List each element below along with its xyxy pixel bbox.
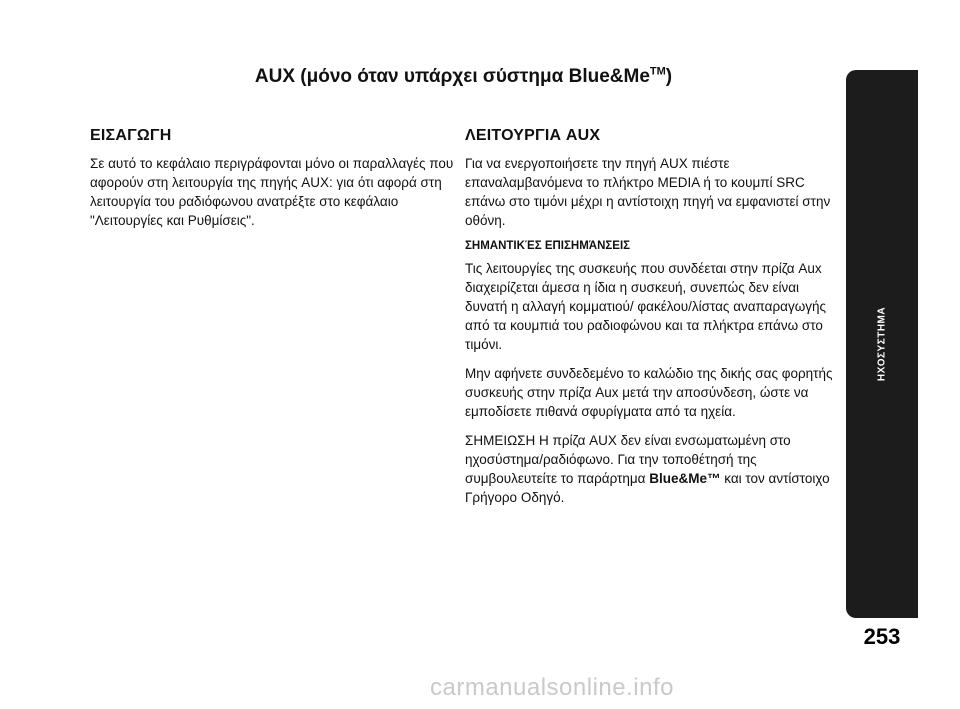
left-column — [90, 127, 460, 240]
note-text-bold: Blue&Me™ — [649, 471, 721, 486]
important-notes-paragraph: Τις λειτουργίες της συσκευής που συνδέεται στην πρίζα Aux διαχειρίζεται άμεσα η ίδια η συσκευή, συνεπώς δεν είναι δυνατή η αλλαγή κομματιού/ φακέλου/λίστας αναπαραγωγής από τα κουμπιά του ραδιοφώνου και τα πλήκτρα επάνω στο τιμόνι. — [465, 261, 827, 352]
page-title — [90, 66, 837, 88]
page-title-text: AUX (μόνο όταν υπάρχει σύστημα Blue&Me — [254, 66, 650, 87]
page-title-close: ) — [665, 66, 673, 87]
introduction-paragraph: Σε αυτό το κεφάλαιο περιγράφονται μόνο οι παραλλαγές που αφορούν στη λειτουργία της πηγής AUX: για ότι αφορά στη λειτουργία του ραδιόφωνου ανατρέξτε στο κεφάλαιο "Λειτουργίες και Ρυθμίσεις". — [90, 156, 454, 228]
page-number: 253 — [863, 624, 901, 649]
important-notes-heading: ΣΗΜΑΝΤΙΚΈΣ ΕΠΙΣΗΜΆΝΣΕΙΣ — [465, 240, 631, 252]
section-heading-aux-operation: ΛΕΙΤΟΥΡΓΙΑ AUX — [465, 127, 601, 144]
note-text-end: και τον αντίστοιχο Γρήγορο Οδηγό. — [465, 471, 830, 505]
cable-warning-paragraph: Μην αφήνετε συνδεδεμένο το καλώδιο της δικής σας φορητής συσκευής στην πρίζα Aux μετά την αποσύνδεση, ώστε να εμποδίσετε πιθανά σφυρίγματα από τα ηχεία. — [465, 366, 833, 419]
note-paragraph — [465, 431, 845, 507]
watermark-text: carmanualsonline.info — [430, 674, 674, 701]
right-column — [465, 127, 845, 517]
aux-operation-paragraph: Για να ενεργοποιήσετε την πηγή AUX πιέστε επαναλαμβανόμενα το πλήκτρο MEDIA ή το κουμπί SRC επάνω στο τιμόνι μέχρι η αντίστοιχη πηγή να εμφανιστεί στην οθόνη. — [465, 156, 831, 228]
chapter-side-tab — [846, 70, 918, 618]
note-text-start: ΣΗΜΕΙΩΣΗ Η πρίζα AUX δεν είναι ενσωματωμένη στο ηχοσύστημα/ραδιόφωνο. Για την τοποθέτησή της συμβουλευτείτε το παράρτημα — [465, 433, 791, 486]
chapter-side-tab-label: ΗΧΟΣΥΣΤΗΜΑ — [876, 306, 888, 382]
section-heading-introduction: ΕΙΣΑΓΩΓΗ — [90, 127, 172, 144]
trademark-mark: TM — [649, 65, 666, 78]
